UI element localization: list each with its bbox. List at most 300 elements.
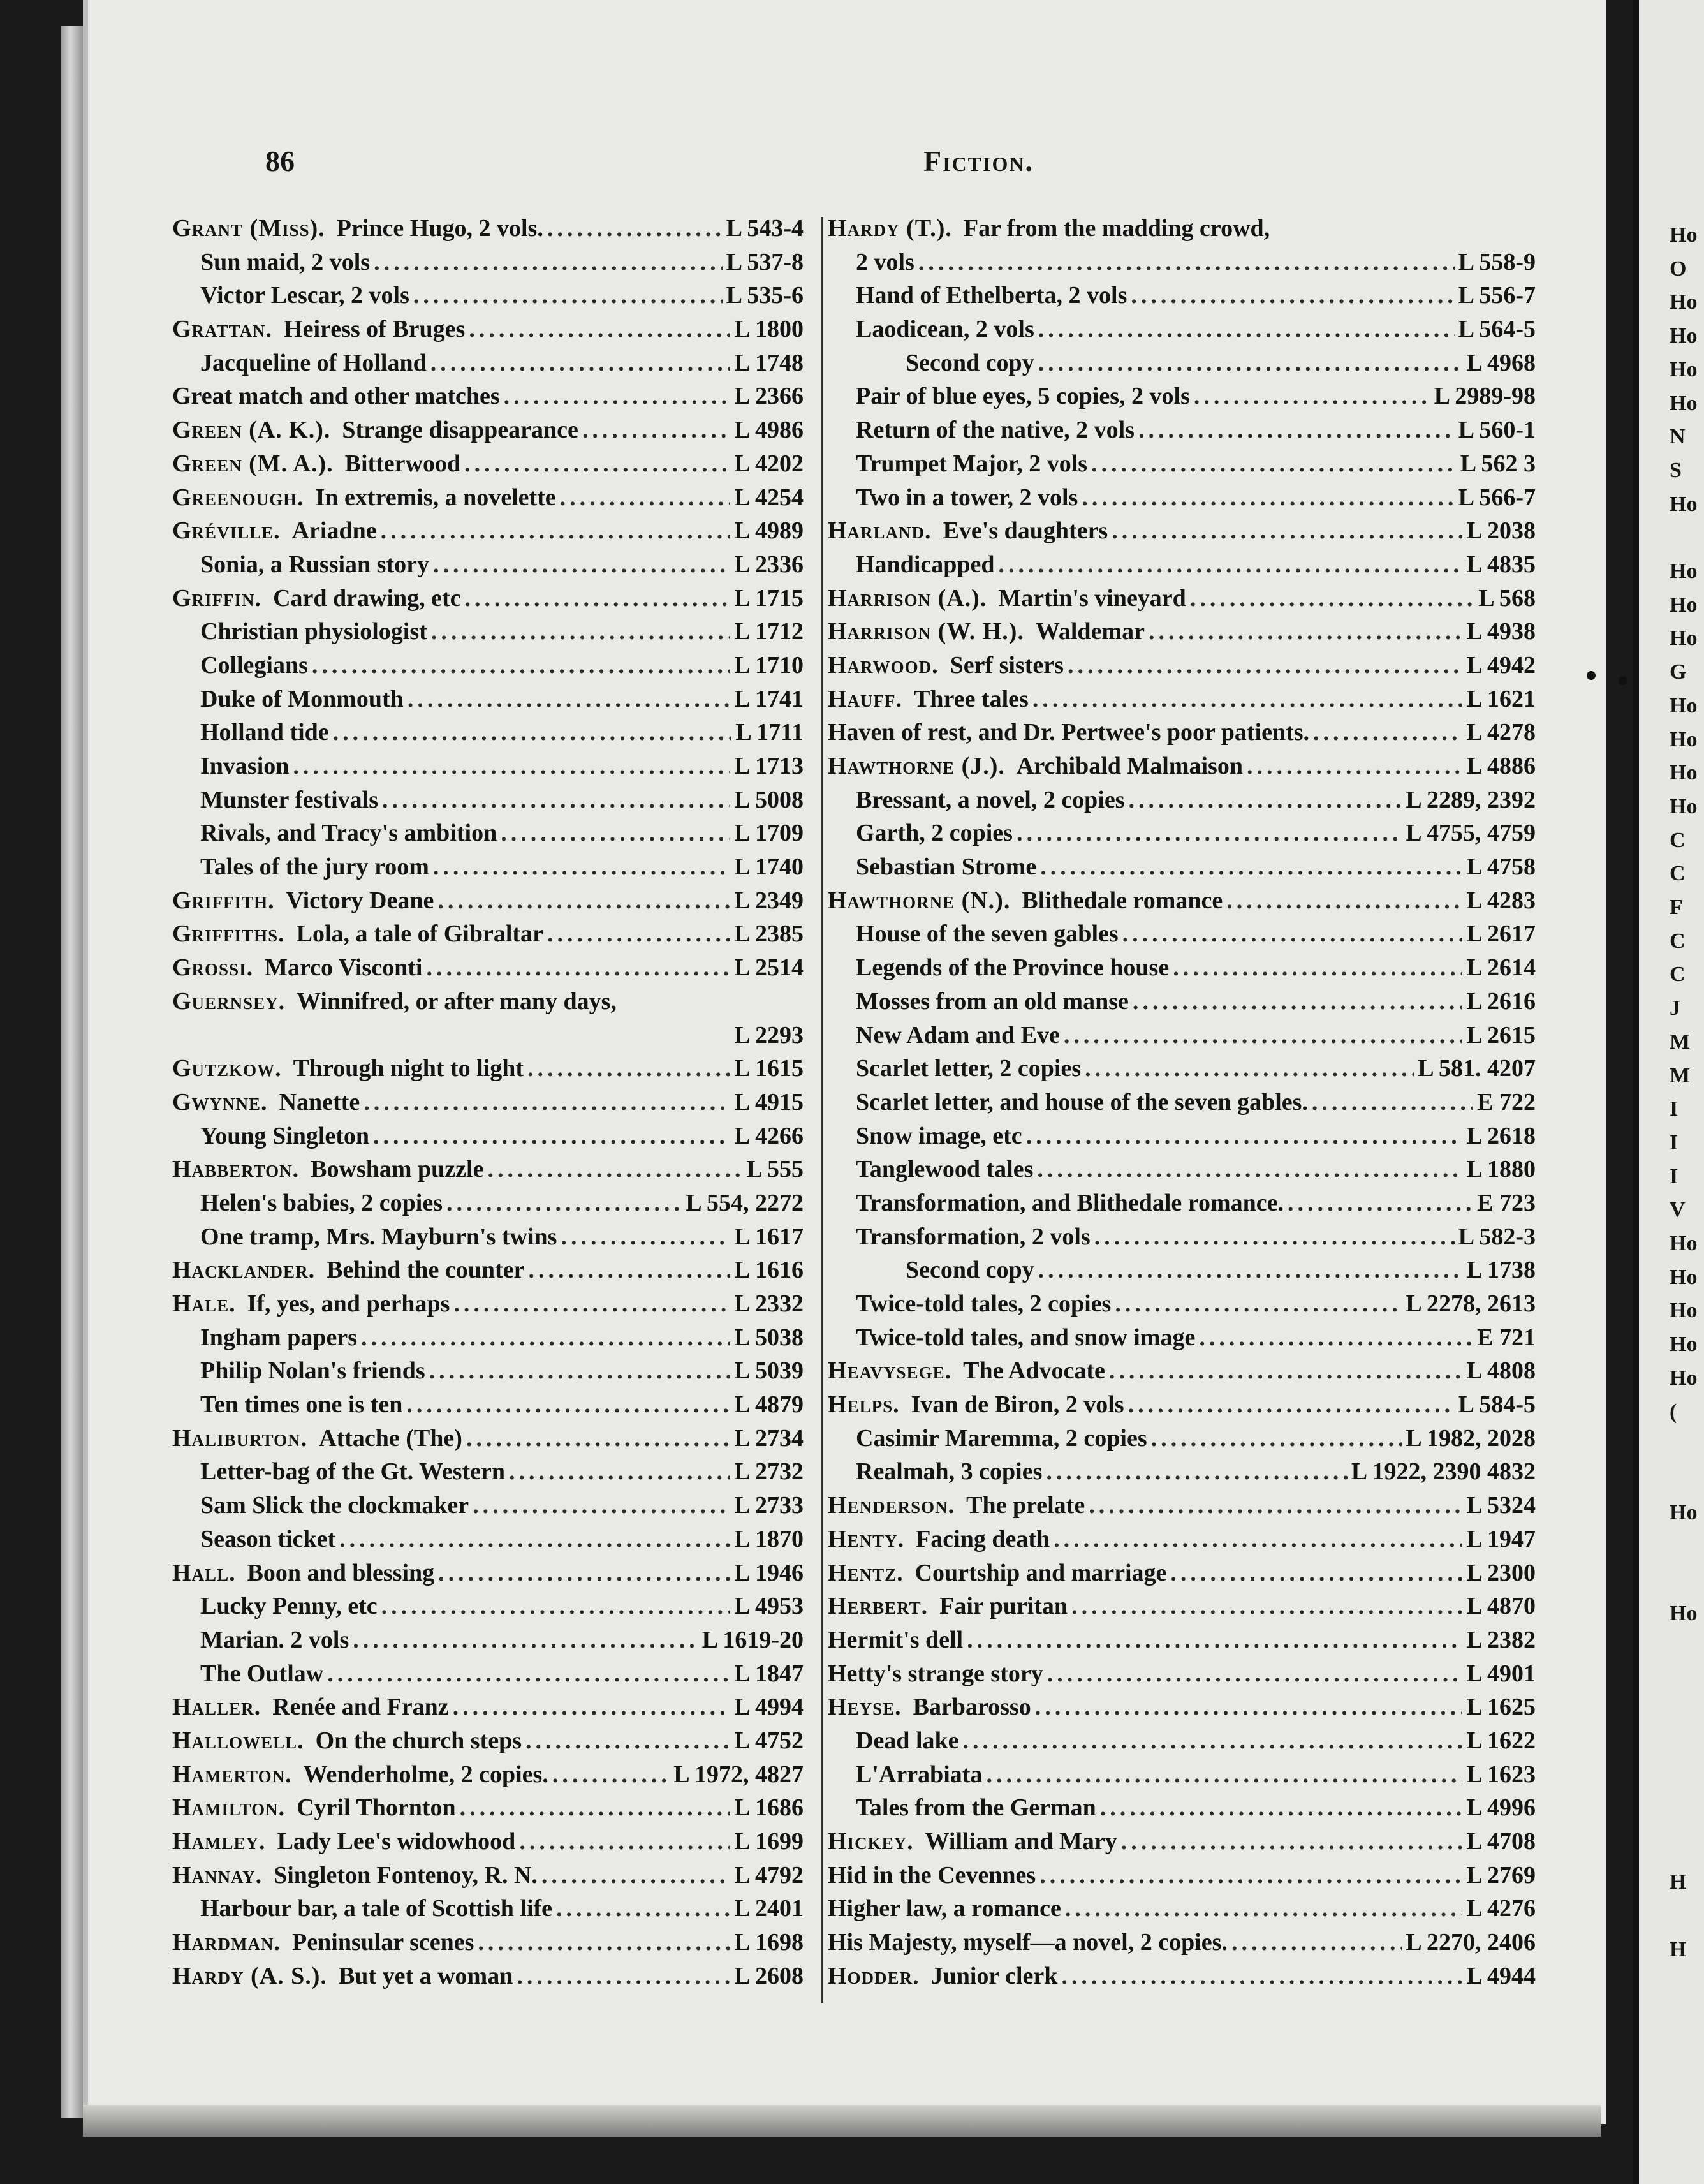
entry-title: Attache (The)	[319, 1424, 462, 1452]
catalog-entry	[172, 1962, 804, 1996]
entry-call-number: L 2617	[1466, 920, 1536, 948]
leader-dots	[1122, 920, 1463, 948]
catalog-entry	[828, 920, 1536, 954]
entry-author: Grattan.	[172, 316, 273, 343]
facing-page-fragment: G	[1670, 660, 1687, 684]
entry-title: Nanette	[279, 1088, 360, 1116]
catalog-entry	[172, 954, 804, 987]
entry-author: Harland.	[828, 517, 932, 545]
entry-author: Hickey.	[828, 1828, 914, 1855]
entry-call-number: L 2608	[734, 1962, 804, 1989]
entry-call-number: L 2278, 2613	[1406, 1290, 1536, 1317]
entry-title: Trumpet Major, 2 vols	[856, 450, 1088, 477]
entry-title: Twice-told tales, and snow image	[856, 1324, 1196, 1351]
facing-page-fragment: Ho	[1670, 492, 1698, 516]
entry-title: Christian physiologist	[200, 618, 427, 646]
leader-dots	[1082, 483, 1454, 512]
leader-dots	[465, 584, 731, 612]
entry-call-number: L 2769	[1466, 1861, 1536, 1889]
catalog-entry	[828, 1827, 1536, 1861]
entry-title: Ivan de Biron, 2 vols	[911, 1391, 1124, 1419]
entry-title: Facing death	[916, 1525, 1050, 1553]
entry-title: Sebastian Strome	[856, 853, 1037, 881]
catalog-entry	[828, 1088, 1536, 1122]
entry-call-number: L 2618	[1466, 1122, 1536, 1149]
leader-dots	[1064, 1021, 1462, 1049]
entry-title: Hid in the Cevennes	[828, 1861, 1036, 1889]
entry-title: Young Singleton	[200, 1122, 370, 1149]
entry-title: Barbarosso	[913, 1693, 1031, 1721]
catalog-entry	[172, 1928, 804, 1962]
leader-dots	[1037, 1155, 1462, 1183]
entry-call-number: L 1870	[734, 1525, 804, 1553]
entry-title: Two in a tower, 2 vols	[856, 483, 1078, 511]
entry-call-number: L 1709	[734, 820, 804, 847]
entry-title: The Advocate	[963, 1357, 1105, 1385]
entry-title: On the church steps	[315, 1727, 522, 1754]
entry-title: Waldemar	[1035, 618, 1145, 646]
leader-dots	[364, 1088, 730, 1116]
entry-author: Hacklander.	[172, 1257, 316, 1284]
leader-dots	[1085, 1054, 1414, 1082]
entry-title: Tanglewood tales	[856, 1156, 1034, 1183]
leader-dots	[986, 1760, 1462, 1789]
catalog-entry	[828, 1861, 1536, 1895]
catalog-entry	[172, 1122, 804, 1156]
binding-mark	[1587, 671, 1596, 680]
leader-dots	[1061, 1962, 1462, 1990]
leader-dots	[1170, 1559, 1462, 1587]
catalog-entry	[172, 248, 804, 282]
catalog-entry	[828, 1054, 1536, 1088]
entry-call-number: L 4254	[734, 483, 804, 511]
entry-call-number: L 535-6	[726, 282, 804, 309]
entry-title: Invasion	[200, 753, 290, 779]
leader-dots	[1173, 954, 1462, 982]
leader-dots	[353, 1626, 698, 1654]
leader-dots	[1231, 1928, 1402, 1956]
entry-title: Munster festivals	[200, 786, 378, 813]
facing-page-fragment: Ho	[1670, 1601, 1698, 1625]
leader-dots	[582, 416, 730, 444]
leader-dots	[1032, 685, 1462, 713]
entry-title: Ingham papers	[200, 1324, 357, 1351]
leader-dots	[466, 1424, 730, 1452]
entry-author: Habberton.	[172, 1156, 300, 1183]
leader-dots	[1040, 853, 1462, 881]
entry-title: Bressant, a novel, 2 copies	[856, 786, 1125, 813]
facing-page-fragment: Ho	[1670, 794, 1698, 818]
entry-call-number: L 4942	[1466, 651, 1536, 679]
entry-title: The Outlaw	[200, 1660, 324, 1687]
entry-title: Transformation, 2 vols	[856, 1223, 1091, 1250]
entry-call-number: L 4283	[1466, 887, 1536, 914]
leader-dots	[1109, 1357, 1462, 1385]
catalog-entry	[172, 651, 804, 685]
entry-call-number: L 5038	[734, 1324, 804, 1351]
catalog-entry	[828, 315, 1536, 349]
entry-title: Through night to light	[293, 1055, 524, 1082]
leader-dots	[918, 248, 1455, 276]
catalog-entry	[828, 483, 1536, 517]
entry-title: Lucky Penny, etc	[200, 1593, 378, 1620]
facing-page-fragment: Ho	[1670, 593, 1698, 617]
catalog-entry	[828, 1491, 1536, 1525]
entry-call-number: L 4278	[1466, 719, 1536, 746]
catalog-entry	[828, 1189, 1536, 1223]
catalog-entry	[172, 450, 804, 483]
catalog-entry	[828, 214, 1536, 248]
entry-title: Behind the counter	[327, 1257, 525, 1284]
catalog-entry	[172, 1223, 804, 1257]
catalog-entry	[828, 1592, 1536, 1626]
entry-call-number: L 2616	[1466, 987, 1536, 1015]
leader-dots	[1313, 718, 1462, 746]
entry-call-number: L 2385	[734, 920, 804, 948]
entry-author: Hentz.	[828, 1559, 904, 1586]
catalog-entry	[172, 920, 804, 954]
entry-call-number: L 4870	[1466, 1593, 1536, 1620]
facing-page-fragment: C	[1670, 929, 1686, 953]
catalog-entry	[828, 1223, 1536, 1257]
entry-title: Tales of the jury room	[200, 853, 429, 881]
entry-call-number: L 4276	[1466, 1895, 1536, 1922]
entry-title: New Adam and Eve	[856, 1021, 1060, 1049]
catalog-entry	[828, 1155, 1536, 1189]
catalog-entry	[172, 1626, 804, 1660]
catalog-entry	[172, 349, 804, 383]
entry-call-number: L 1712	[734, 618, 804, 646]
catalog-entry	[828, 1962, 1536, 1996]
leader-dots	[426, 954, 730, 982]
catalog-entry	[828, 1324, 1536, 1357]
catalog-entry	[828, 853, 1536, 887]
catalog-entry	[828, 248, 1536, 282]
leader-dots	[1129, 786, 1402, 814]
entry-call-number: L 2614	[1466, 954, 1536, 982]
entry-call-number: L 1698	[734, 1929, 804, 1956]
entry-author: Hall.	[172, 1559, 236, 1586]
catalog-entry	[828, 416, 1536, 450]
entry-call-number: L 554, 2272	[686, 1189, 804, 1216]
entry-title: Second copy	[906, 1257, 1034, 1284]
entry-call-number: L 2732	[734, 1458, 804, 1486]
entry-author: Hardy (T.).	[828, 215, 952, 242]
catalog-entry	[172, 416, 804, 450]
leader-dots	[1288, 1189, 1473, 1217]
entry-author: Hamerton.	[172, 1760, 292, 1788]
catalog-entry	[828, 1021, 1536, 1055]
entry-call-number: L 4986	[734, 417, 804, 444]
entry-author: Green (A. K.).	[172, 417, 331, 444]
leader-dots	[1026, 1122, 1463, 1150]
catalog-entry	[172, 1088, 804, 1122]
catalog-entry	[172, 617, 804, 651]
entry-title: Far from the madding crowd,	[963, 215, 1270, 242]
catalog-entry	[828, 1660, 1536, 1693]
catalog-entry	[828, 1357, 1536, 1391]
facing-page-fragment: Ho	[1670, 761, 1698, 785]
column-divider	[821, 217, 823, 2003]
entry-title: Marco Visconti	[265, 954, 423, 982]
entry-call-number: E 721	[1477, 1324, 1536, 1351]
catalog-entry	[172, 987, 804, 1021]
leader-dots	[1035, 1693, 1463, 1721]
facing-page-fragment: Ho	[1670, 391, 1698, 415]
catalog-entry	[828, 281, 1536, 315]
entry-author: Harrison (A.).	[828, 584, 987, 612]
entry-call-number: L 2733	[734, 1492, 804, 1519]
leader-dots	[1312, 1088, 1473, 1116]
right-column	[828, 214, 1536, 1995]
entry-title: Rivals, and Tracy's ambition	[200, 820, 497, 847]
leader-dots	[327, 1660, 730, 1688]
entry-call-number: L 562 3	[1460, 450, 1536, 477]
page-header	[88, 144, 1606, 189]
catalog-entry	[828, 1122, 1536, 1156]
entry-call-number: L 1748	[734, 349, 804, 376]
leader-dots	[333, 718, 732, 746]
leader-dots	[1038, 349, 1463, 377]
entry-title: Wenderholme, 2 copies.	[303, 1760, 548, 1788]
entry-call-number: L 558-9	[1458, 248, 1536, 276]
catalog-entry	[828, 1794, 1536, 1827]
catalog-entry	[172, 718, 804, 752]
entry-call-number: L 5008	[734, 786, 804, 813]
facing-page-fragment: C	[1670, 963, 1686, 987]
running-title: Fiction.	[923, 145, 1034, 177]
entry-title: 2 vols	[856, 248, 914, 276]
entry-title: L'Arrabiata	[856, 1760, 983, 1788]
leader-dots	[1115, 1290, 1402, 1318]
leader-dots	[1199, 1324, 1473, 1352]
entry-call-number: L 564-5	[1458, 316, 1536, 343]
entry-title: Heiress of Bruges	[284, 316, 466, 343]
leader-dots	[437, 887, 730, 915]
facing-page-fragment: Ho	[1670, 290, 1698, 314]
facing-page-fragment: Ho	[1670, 626, 1698, 651]
facing-page-fragment: O	[1670, 256, 1687, 281]
leader-dots	[312, 651, 730, 679]
entry-call-number: L 560-1	[1458, 417, 1536, 444]
entry-call-number: L 1616	[734, 1257, 804, 1284]
catalog-entry	[172, 1592, 804, 1626]
leader-dots	[1071, 1592, 1462, 1620]
entry-call-number: L 4994	[734, 1693, 804, 1721]
entry-call-number: L 1715	[734, 584, 804, 612]
entry-title: Season ticket	[200, 1525, 336, 1553]
entry-title: Peninsular scenes	[292, 1929, 474, 1956]
leader-dots	[460, 1794, 731, 1822]
leader-dots	[1068, 651, 1462, 679]
entry-call-number: L 4915	[734, 1088, 804, 1116]
entry-title: Sam Slick the clockmaker	[200, 1492, 469, 1519]
facing-page-fragment: H	[1670, 1870, 1687, 1894]
catalog-entry	[172, 685, 804, 719]
entry-title: Archibald Malmaison	[1016, 753, 1243, 779]
entry-title: Cyril Thornton	[297, 1794, 456, 1822]
catalog-entry	[172, 1727, 804, 1760]
entry-title: Winnifred, or after many days,	[297, 987, 617, 1015]
leader-dots	[504, 382, 731, 410]
entry-call-number: L 1972, 4827	[673, 1760, 804, 1788]
leader-dots	[446, 1189, 682, 1217]
catalog-entry	[828, 1727, 1536, 1760]
facing-page-fragment: Ho	[1670, 693, 1698, 718]
entry-title: Lady Lee's widowhood	[277, 1828, 516, 1855]
entry-author: Grossi.	[172, 954, 254, 982]
catalog-entry	[172, 1189, 804, 1223]
leader-dots	[1194, 382, 1430, 410]
entry-call-number: L 566-7	[1458, 483, 1536, 511]
leader-dots	[1039, 1861, 1462, 1889]
entry-title: Ariadne	[291, 517, 377, 545]
entry-call-number: L 1947	[1466, 1525, 1536, 1553]
entry-call-number: L 1741	[734, 685, 804, 712]
catalog-entry	[828, 1693, 1536, 1727]
leader-dots	[999, 550, 1463, 579]
entry-call-number: L 568	[1478, 584, 1536, 612]
leader-dots	[473, 1491, 730, 1519]
catalog-entry	[828, 1559, 1536, 1593]
catalog-entry	[172, 1794, 804, 1827]
entry-title: Return of the native, 2 vols	[856, 417, 1135, 444]
catalog-entry	[172, 281, 804, 315]
entry-author: Heavysege.	[828, 1357, 952, 1385]
entry-title: Garth, 2 copies	[856, 820, 1013, 847]
entry-call-number: L 2989-98	[1434, 383, 1536, 410]
catalog-entry	[172, 1894, 804, 1928]
entry-call-number: L 1946	[734, 1559, 804, 1586]
catalog-entry	[828, 718, 1536, 752]
entry-author: Griffiths.	[172, 920, 285, 948]
facing-page-fragment: N	[1670, 425, 1686, 449]
entry-title: Jacqueline of Holland	[200, 349, 427, 376]
facing-page-fragment: J	[1670, 996, 1680, 1021]
entry-call-number: L 1922, 2390 4832	[1351, 1458, 1536, 1486]
entry-call-number: L 1686	[734, 1794, 804, 1822]
entry-call-number: L 581. 4207	[1418, 1055, 1536, 1082]
leader-dots	[433, 550, 730, 579]
entry-author: Gréville.	[172, 517, 281, 545]
leader-dots	[519, 1827, 730, 1856]
leader-dots	[1149, 617, 1462, 646]
entry-title: But yet a woman	[338, 1962, 513, 1989]
facing-page-fragment: F	[1670, 896, 1683, 919]
leader-dots	[374, 248, 723, 276]
catalog-entry	[828, 1626, 1536, 1660]
leader-dots	[1131, 281, 1454, 309]
binding-mark	[1619, 676, 1627, 685]
entry-title: Courtship and marriage	[914, 1559, 1167, 1586]
catalog-entry	[172, 1256, 804, 1290]
facing-page-fragment: Ho	[1670, 1299, 1698, 1323]
leader-dots	[1133, 987, 1462, 1015]
leader-dots	[1226, 887, 1462, 915]
entry-title: Great match and other matches	[172, 383, 500, 410]
entry-title: Letter-bag of the Gt. Western	[200, 1458, 506, 1486]
catalog-entry	[172, 1660, 804, 1693]
entry-title: One tramp, Mrs. Mayburn's twins	[200, 1223, 557, 1250]
leader-dots	[556, 1894, 730, 1922]
entry-author: Haliburton.	[172, 1424, 308, 1452]
entry-call-number: L 2336	[734, 550, 804, 578]
facing-page-fragment: Ho	[1670, 1332, 1698, 1357]
catalog-entry	[828, 1760, 1536, 1794]
leader-dots	[361, 1324, 730, 1352]
catalog-entry	[172, 1424, 804, 1458]
catalog-entry	[172, 1693, 804, 1727]
entry-author: Greenough.	[172, 483, 304, 511]
leader-dots	[381, 517, 731, 545]
entry-author: Hauff.	[828, 685, 903, 712]
entry-call-number: L 4808	[1466, 1357, 1536, 1385]
entry-title: Scarlet letter, 2 copies	[856, 1055, 1082, 1082]
facing-page-fragment: C	[1670, 828, 1686, 852]
entry-title: Scarlet letter, and house of the seven gables.	[856, 1088, 1308, 1116]
entry-title: Helen's babies, 2 copies	[200, 1189, 443, 1216]
catalog-entry	[828, 1391, 1536, 1424]
leader-dots	[1151, 1424, 1402, 1452]
entry-author: Hannay.	[172, 1861, 263, 1889]
entry-author: Guernsey.	[172, 987, 286, 1015]
page-number: 86	[265, 145, 295, 177]
leader-dots	[438, 1559, 730, 1587]
entry-author: Grant (Miss).	[172, 215, 325, 242]
facing-page-fragment: C	[1670, 862, 1686, 886]
catalog-entry	[828, 1928, 1536, 1962]
entry-call-number: L 537-8	[726, 248, 804, 276]
facing-page-fragment: Ho	[1670, 223, 1698, 247]
catalog-entry	[828, 584, 1536, 618]
entry-title: In extremis, a novelette	[315, 483, 556, 511]
entry-call-number: L 2514	[734, 954, 804, 982]
entry-title: Victory Deane	[286, 887, 434, 914]
entry-title: Marian. 2 vols	[200, 1626, 349, 1653]
entry-title: Hetty's strange story	[828, 1660, 1043, 1687]
leader-dots	[541, 1861, 730, 1889]
entry-author: Hamley.	[172, 1828, 266, 1855]
catalog-entry	[172, 214, 804, 248]
catalog-entry	[828, 1457, 1536, 1491]
leader-dots	[501, 819, 730, 847]
facing-page-fragment: Ho	[1670, 324, 1698, 348]
facing-page-fragment: I	[1670, 1130, 1678, 1155]
entry-title: Twice-told tales, 2 copies	[856, 1290, 1112, 1317]
leader-dots	[525, 1727, 730, 1755]
entry-call-number: L 4989	[734, 517, 804, 545]
entry-author: Hamilton.	[172, 1794, 286, 1822]
catalog-entry	[828, 752, 1536, 786]
entry-call-number: L 1711	[735, 719, 804, 746]
entry-call-number: L 4953	[734, 1593, 804, 1620]
entry-call-number: L 2615	[1466, 1021, 1536, 1049]
entry-author: Gutzkow.	[172, 1055, 282, 1082]
catalog-entry	[828, 786, 1536, 820]
leader-dots	[381, 1592, 731, 1620]
facing-page-fragment: V	[1670, 1198, 1686, 1222]
entry-call-number: L 4886	[1466, 753, 1536, 779]
catalog-entry	[828, 1256, 1536, 1290]
entry-call-number: L 1847	[734, 1660, 804, 1687]
leader-dots	[478, 1928, 730, 1956]
leader-dots	[1038, 315, 1455, 343]
entry-call-number: E 723	[1477, 1189, 1536, 1216]
entry-title: Pair of blue eyes, 5 copies, 2 vols	[856, 383, 1190, 410]
entry-author: Hale.	[172, 1290, 236, 1317]
catalog-entry	[828, 954, 1536, 987]
catalog-entry	[828, 517, 1536, 550]
